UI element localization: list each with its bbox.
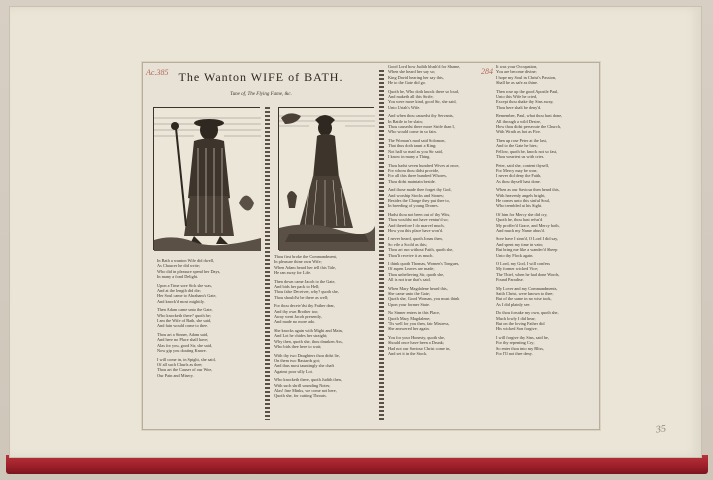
verse-line: Thou first broke the Commandment,: [274, 254, 337, 259]
verse-line: I am the Wife of Bath, she said,: [157, 318, 212, 324]
verse-line: Her Soul came to Abraham's Gate,: [157, 293, 217, 299]
verse-line: On them two Bastards got;: [274, 357, 321, 363]
verse-line: Thou causedst there more Strife than I,: [388, 124, 455, 130]
verse-column-3: [388, 64, 488, 422]
verse-line: As thou thyself hast done.: [496, 178, 541, 184]
verse-line: O Lord, my God, I will confess: [496, 261, 550, 266]
verse-line: Except thou shake thy Sins away,: [496, 99, 554, 105]
verse-line: Away went Jacob presently,: [274, 314, 322, 320]
verse-line: And thus most tauntingly she chaft: [274, 363, 335, 369]
verse-line: Who trembled at his Sight.: [496, 203, 543, 209]
verse-line: When as our Saviour then heard this,: [496, 187, 560, 193]
pencil-annotation: 35: [655, 423, 667, 436]
verse-line: 'Tis well for you then, fair Mistress,: [388, 321, 450, 327]
verse-line: But on the loving Father did: [496, 321, 545, 327]
verse-line: Our Pain and Misery.: [157, 372, 194, 378]
verse-line: No Sinner enters in this Place,: [388, 310, 441, 316]
verse-line: When Adam heard her tell this Tale,: [274, 264, 337, 270]
verse-line: Alas! fine Minks, we come not here,: [274, 387, 337, 393]
verse-line: Thou'lt receive it as much.: [388, 252, 434, 258]
verse-line: Thou wouldst not have ventur'd so;: [388, 217, 449, 223]
verse-line: Thou should'st be there as well;: [274, 294, 329, 300]
verse-line: Quoth she, Good Woman, you must think: [388, 296, 460, 302]
verse-line: And spent my time in vain;: [496, 241, 543, 247]
verse-line: Sore have I sinn'd, O Lord I did say,: [496, 236, 559, 242]
verse-line: And bids her pack to Hell;: [274, 284, 320, 290]
verse-line: Had not our Saviour Christ come in,: [388, 345, 451, 351]
verse-line: Thou false Deceiver, why? quoth she,: [274, 289, 339, 295]
verse-line: Of aspen Leaves are made;: [388, 266, 435, 272]
verse-line: And therefore I do marvel much,: [388, 222, 445, 228]
verse-line: Much lowly I did hear;: [496, 315, 536, 321]
verse-line: And made no more ado.: [274, 319, 316, 325]
verse-line: Then down came Jacob to the Gate,: [274, 278, 336, 284]
verse-line: Should once have been a Drunk;: [388, 340, 444, 346]
verse-column-1: [157, 258, 259, 420]
verse-line: Against poor silly Lot.: [274, 368, 313, 374]
verse-line: He ran away for Life.: [274, 270, 312, 276]
verse-line: I never did deny the Faith,: [496, 173, 542, 179]
verse-line: My former wicked Vice;: [496, 266, 539, 272]
ornamental-rule-center: [379, 70, 384, 422]
verse-line: The Woman's mad said Solomon,: [388, 137, 446, 143]
verse-line: Of all such Churls as thee;: [157, 361, 203, 367]
verse-line: My Lover and my Commandments,: [496, 285, 558, 291]
verse-line: But bring me like a wander'd Sheep: [496, 247, 558, 253]
verse-line: In Bath a wanton Wife did dwell,: [157, 258, 215, 263]
verse-line: My proffer'd Grace, and Mercy both,: [496, 222, 560, 228]
verse-line: In many a fond Delight.: [157, 274, 199, 280]
verse-line: I hope my Soul in Christ's Passion,: [496, 74, 557, 80]
verse-line: Found Paradise.: [496, 277, 524, 283]
verse-line: For whom thou didst provide,: [388, 167, 440, 173]
verse-line: And knock'd most mightily.: [157, 298, 205, 304]
verse-line: Unto this Wife he cried,: [496, 94, 538, 100]
verse-line: Peter, said she, content thyself,: [496, 162, 550, 168]
verse-line: All through a wild Desire,: [496, 118, 541, 124]
verse-line: She came unto the Gate;: [388, 291, 430, 297]
ballad-tune: Tune of, The Flying Fame, &c.: [230, 92, 292, 97]
verse-line: You were more kind, good Sir, she said,: [388, 99, 457, 105]
verse-line: And thy own Brother too;: [274, 308, 319, 314]
verse-line: She answered her again.: [388, 326, 430, 332]
verse-line: And to the Gate he hies;: [496, 143, 538, 149]
verse-line: With such shrill sounding Notes;: [274, 382, 331, 388]
verse-line: For Mercy may be won;: [496, 167, 538, 173]
verse-line: He to the Gate did go.: [388, 80, 426, 86]
verse-line: Quoth he, Who doth knock there so loud,: [388, 88, 459, 94]
verse-line: And when thou causedst thy Servants,: [388, 113, 454, 119]
verse-line: For thy repenting Cry;: [496, 340, 535, 346]
verse-line: Upon a Time sore Sick she was,: [157, 282, 213, 288]
verse-line: His wicked Son forgive.: [496, 326, 538, 332]
verse-line: I never heard, quoth Jonas then,: [388, 236, 443, 242]
verse-line: And here no Place shall have;: [157, 337, 209, 343]
verse-line: Who knocketh there, quoth Judith then,: [274, 377, 342, 383]
verse-line: Who knocketh there? quoth he;: [157, 312, 211, 318]
verse-line: Then rose up the good Apostle Paul,: [496, 88, 559, 94]
verse-line: When she heard her say so;: [388, 69, 436, 75]
verse-line: Who did in pleasure spend her Days,: [157, 268, 221, 274]
verse-line: Thou hadst seven hundred Wives at once,: [388, 162, 460, 168]
verse-line: Then Adam came unto the Gate,: [157, 307, 213, 313]
verse-line: Then up rose Peter at the last,: [496, 137, 547, 143]
verse-line: So enter thou into my Bliss,: [496, 345, 544, 351]
verse-line: You are become divine;: [496, 69, 537, 75]
verse-line: That thus doth taunt a King;: [388, 143, 437, 149]
verse-line: Quoth Mary Magdalene;: [388, 315, 431, 321]
verse-line: In pleasure thine own Wife;: [274, 259, 322, 265]
verse-line: So vile a Scold as this;: [388, 241, 428, 247]
verse-line: And those made thee forget thy God,: [388, 187, 452, 193]
verse-line: In breeding of young Drones.: [388, 203, 439, 209]
verse-line: Thou didst maintain beside.: [388, 178, 436, 184]
verse-line: With heavenly angels bright,: [496, 192, 546, 198]
verse-line: For all this three hundred Whores,: [388, 173, 447, 179]
verse-line: Shall be as safe as thine.: [496, 80, 539, 86]
verse-line: But of the same in no wise took,: [496, 296, 552, 302]
verse-line: You for your Honesty, quoth she,: [388, 334, 445, 340]
verse-line: And fain would come to thee.: [157, 323, 209, 329]
verse-line: In Battle to be slain;: [388, 118, 423, 124]
verse-line: How thou didst persecute the Church,: [496, 124, 561, 130]
verse-line: Why then, quoth she, thou drunken Ass,: [274, 338, 343, 344]
verse-line: Thou here shalt be deny'd.: [496, 104, 542, 110]
verse-line: He comes unto this sinful Soul,: [496, 197, 550, 203]
verse-line: King David hearing her say this,: [388, 74, 444, 80]
verse-line: Of him for Mercy she did cry,: [496, 211, 548, 217]
ballad-title: The Wanton WIFE of BATH.: [178, 70, 344, 84]
woodcut-man-illustration: [153, 107, 260, 250]
verse-line: For I'll not thee deny.: [496, 351, 533, 357]
verse-column-4: [496, 64, 594, 357]
verse-line: Unto thy Flock again.: [496, 252, 534, 258]
verse-line: With thy two Daughters thou didst lie,: [274, 352, 340, 358]
verse-line: And at the length did die;: [157, 288, 201, 294]
verse-column-2: [274, 254, 374, 422]
verse-line: With Wrath as hot as Fire.: [496, 129, 541, 135]
verse-line: And worship Stocks and Stones;: [388, 192, 444, 198]
verse-line: Saith Christ, were known to thee;: [496, 291, 554, 297]
verse-line: And maketh all this Strife;: [388, 94, 434, 100]
verse-line: And Lot he chides her straight;: [274, 333, 328, 339]
verse-line: All is not true that's said.: [388, 277, 431, 283]
verse-line: Thou weariest us with cries.: [496, 154, 545, 160]
verse-line: For thou deceiv'dst thy Father dear,: [274, 303, 335, 309]
verse-line: I will come in, in Spight, she said,: [157, 356, 216, 362]
verse-line: Thou art run without Faith, quoth she,: [388, 247, 454, 253]
verse-line: Thou art a Sinner, Adam said,: [157, 331, 209, 337]
verse-line: The Thief, when he had done Words,: [496, 271, 560, 277]
verse-line: Who bids thee here to wait;: [274, 344, 322, 350]
verse-line: Unto Uriah's Wife.: [388, 104, 421, 110]
verse-line: And set it in the Stock.: [388, 351, 428, 357]
verse-line: Remember, Paul, what thou hast done,: [496, 113, 563, 119]
verse-line: I know in many a Thing.: [388, 154, 431, 160]
verse-line: As Chaucer he did write;: [157, 263, 200, 269]
verse-line: Hadst thou not been out of thy Wits,: [388, 211, 451, 217]
verse-line: Good Lord how Judith blush'd for Shame,: [388, 64, 461, 69]
verse-line: Fellow, quoth he, knock not so fast,: [496, 148, 558, 154]
verse-line: She knocks again with Might and Main,: [274, 327, 343, 333]
verse-line: Upon your former State.: [388, 301, 431, 307]
verse-line: As I did plainly see.: [496, 301, 531, 307]
verse-line: I will forgive thy Sins, said he,: [496, 334, 549, 340]
verse-line: Thou art the Causer of our Woe,: [157, 367, 213, 373]
shelfmark-left: Ac.385: [146, 68, 169, 77]
verse-line: Now gip you doating Knave.: [157, 348, 207, 354]
ornamental-rule-left: [265, 107, 270, 420]
verse-line: Not half so mad as you Sir said,: [388, 148, 443, 154]
verse-line: I think quoth Thomas, Women's Tongues,: [388, 261, 460, 266]
verse-line: And much my Name abus'd.: [496, 227, 545, 233]
shelfmark-right: 284: [481, 67, 493, 76]
verse-line: Quoth she, for cutting Throats.: [274, 393, 327, 399]
verse-line: Thou unbelieving Sir, quoth she,: [388, 271, 445, 277]
verse-line: Besides the Charge they put thee to,: [388, 197, 450, 203]
verse-line: How you this place have won'd.: [388, 227, 443, 233]
verse-line: Who would come in so fain.: [388, 129, 437, 135]
verse-line: It was your Occupation,: [496, 64, 538, 69]
verse-line: When Mary Magdalene heard this,: [388, 285, 448, 291]
verse-line: Alas for you, good Sir, she said,: [157, 342, 213, 348]
verse-line: Do thou forsake my own, quoth she,: [496, 310, 559, 316]
verse-line: Quoth he, thou hast refus'd: [496, 217, 543, 223]
woodcut-woman-illustration: [278, 107, 374, 250]
